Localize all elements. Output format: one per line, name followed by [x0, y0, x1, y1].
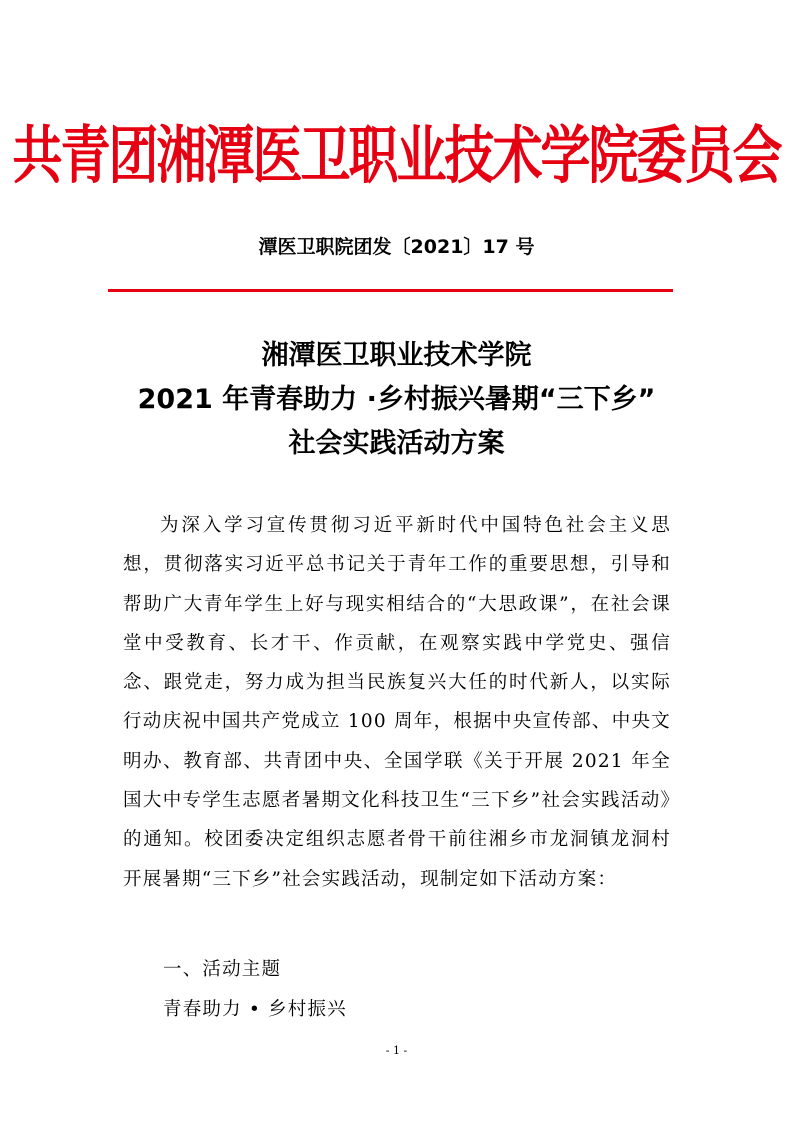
intro-paragraph: 为深入学习宣传贯彻习近平新时代中国特色社会主义思想，贯彻落实习近平总书记关于青年工作的重要思想，引导和帮助广大青年学生上好与现实相结合的“大思政课”，在社会课堂中受教育、长才干、作贡献，在观察实践中学党史、强信念、跟党走，努力成为担当民族复兴大任的时代新人，以实际行动庆祝中国共产党成立 100 周年，根据中央宣传部、中央文明办、教育部、共青团中央、全国学联《关于开展 2021 年全国大中专学生志愿者暑期文化科技卫生“三下乡”社会实践活动》的通知。校团委决定组织志愿者骨干前往湘乡市龙洞镇龙洞村开展暑期“三下乡”社会实践活动，现制定如下活动方案： — [123, 515, 671, 890]
document-title — [0, 334, 793, 466]
document-number: 潭医卫职院团发〔2021〕17 号 — [258, 236, 535, 258]
title-line-2: 2021 年青春助力 ·乡村振兴暑期“三下乡” — [137, 384, 656, 415]
page-number: - 1 - — [385, 1044, 408, 1057]
section-content-theme: 青春助力 • 乡村振兴 — [163, 999, 347, 1020]
section-heading-theme: 一、活动主题 — [163, 959, 282, 980]
title-line-3: 社会实践活动方案 — [288, 428, 505, 459]
document-body — [123, 506, 671, 899]
header-red-rule — [108, 289, 673, 292]
title-line-1: 湘潭医卫职业技术学院 — [261, 340, 532, 371]
organization-masthead: 共青团湘潭医卫职业技术学院委员会 — [12, 119, 781, 192]
